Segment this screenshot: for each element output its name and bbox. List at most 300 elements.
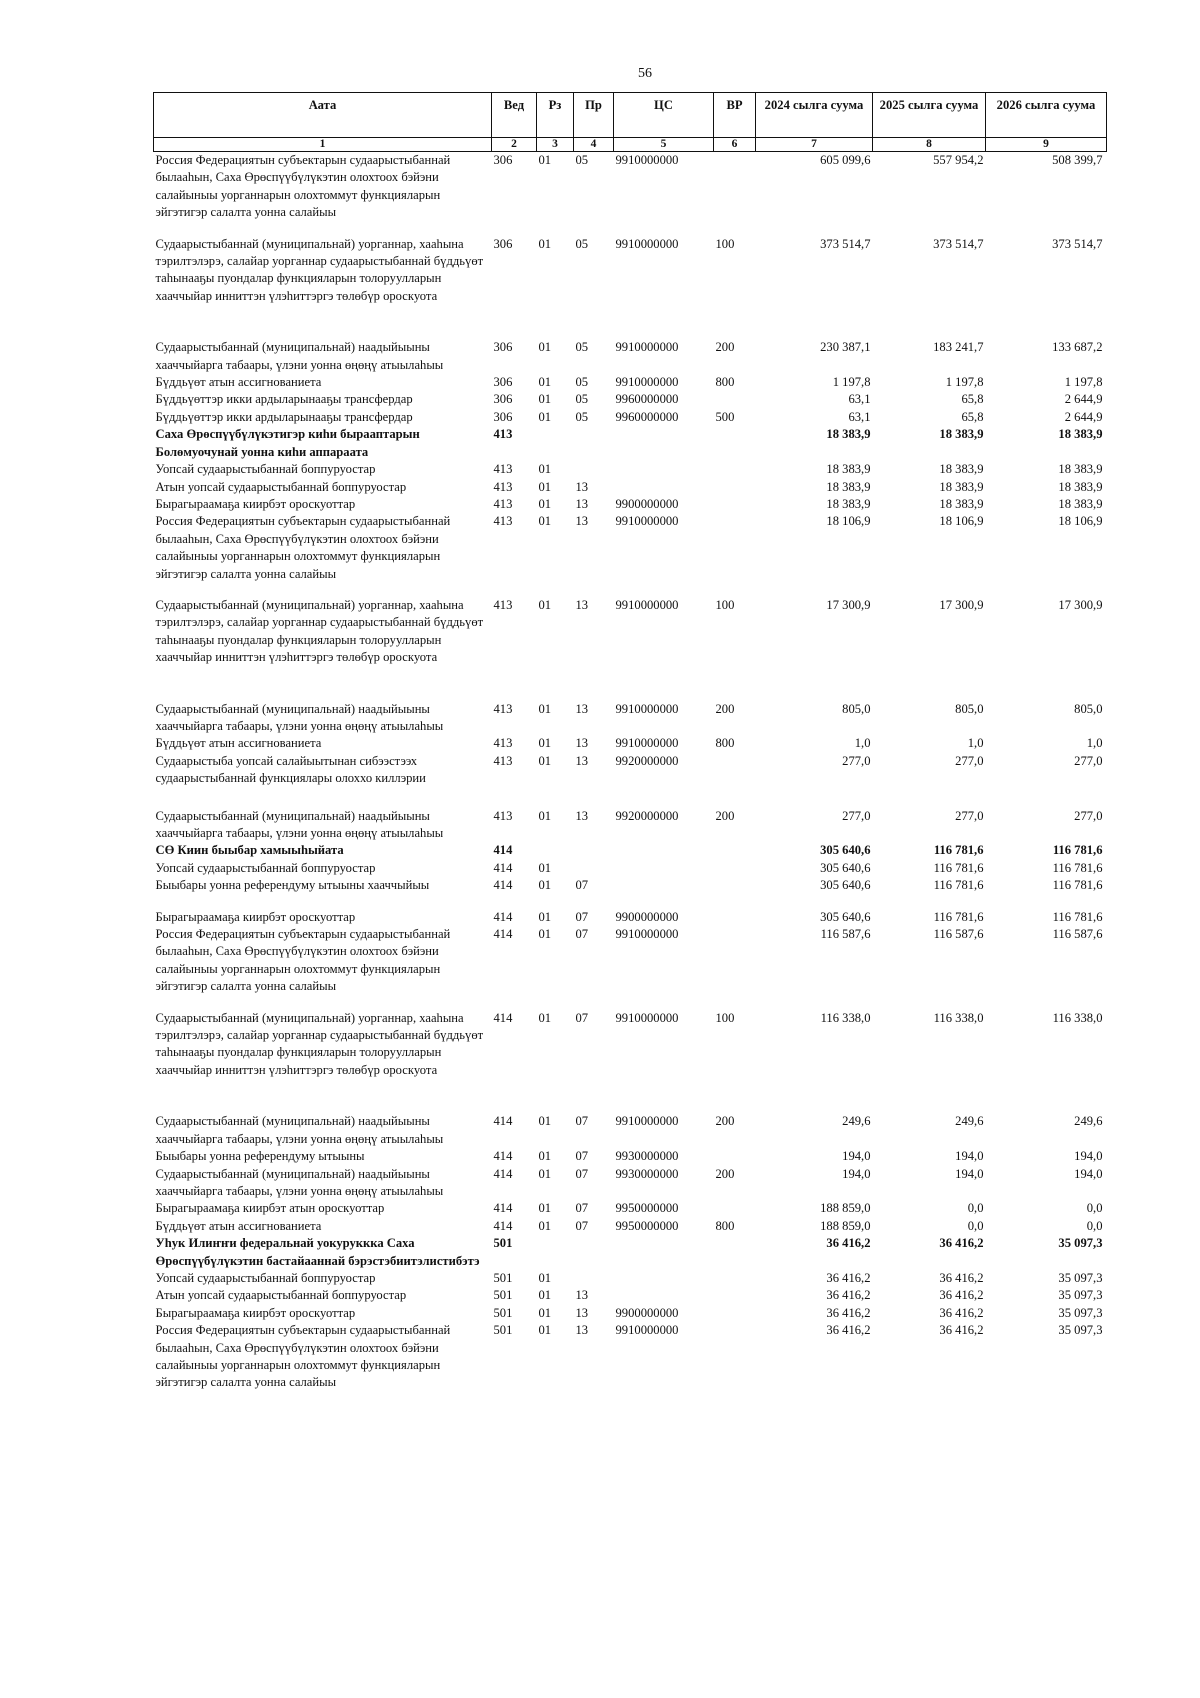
row-ved-cell: 306	[493, 392, 513, 407]
row-amount-2024: 230 387,1	[820, 340, 871, 355]
row-amount-2024: 305 640,6	[820, 843, 871, 858]
row-name-cell: Судаарыстыбаннай (муниципальнай) наадыйыыны хааччыйарга табаары, үлэни уонна өңөңү атыылаһыы	[155, 808, 444, 840]
row-rz-cell: 01	[538, 736, 552, 751]
table-row	[154, 1305, 1107, 1322]
table-row	[154, 152, 1107, 236]
row-amount-2024: 277,0	[842, 808, 871, 823]
row-name-cell: Уопсай судаарыстыбаннай боппуруостар	[155, 462, 376, 477]
row-rz-cell: 01	[538, 1218, 552, 1233]
row-cs-cell	[614, 426, 714, 461]
row-cs-cell: 9910000000	[615, 375, 679, 390]
row-amount-2024: 17 300,9	[826, 597, 871, 612]
col-number: 2	[492, 138, 537, 152]
row-pr-cell	[574, 842, 614, 859]
col-number: 7	[756, 138, 873, 152]
table-row	[154, 479, 1107, 496]
row-vr-cell	[714, 152, 756, 236]
row-pr-cell: 07	[575, 1218, 589, 1233]
row-name-cell: Бырагыраамаҕа киирбэт ороскуоттар	[155, 909, 356, 924]
row-amount-2026: 133 687,2	[1052, 340, 1103, 355]
row-amount-2024: 194,0	[842, 1166, 871, 1181]
row-cs-cell: 9960000000	[615, 409, 679, 424]
row-amount-2024: 36 416,2	[826, 1236, 871, 1251]
table-row	[154, 409, 1107, 426]
col-header-pr: Пр	[574, 93, 614, 138]
table-row	[154, 1113, 1107, 1148]
row-ved-cell: 413	[493, 701, 513, 716]
row-vr-cell: 200	[715, 340, 735, 355]
row-cs-cell: 9950000000	[615, 1201, 679, 1216]
row-pr-cell: 13	[575, 736, 589, 751]
row-name-cell: Атын уопсай судаарыстыбаннай боппуруостар	[155, 479, 407, 494]
table-row	[154, 374, 1107, 391]
row-ved-cell: 414	[493, 843, 513, 858]
row-rz-cell: 01	[538, 1010, 552, 1025]
row-ved-cell: 501	[493, 1270, 513, 1285]
table-row	[154, 926, 1107, 1010]
row-name-cell: Бүддьүөт атын ассигнованиета	[155, 1218, 322, 1233]
row-pr-cell: 05	[575, 392, 589, 407]
row-name-cell: Бүддьүөт атын ассигнованиета	[155, 736, 322, 751]
col-header-vr: ВР	[714, 93, 756, 138]
row-vr-cell	[714, 513, 756, 597]
row-pr-cell: 05	[575, 340, 589, 355]
row-amount-2024: 63,1	[848, 392, 871, 407]
row-amount-2024: 36 416,2	[826, 1270, 871, 1285]
row-amount-2026: 35 097,3	[1058, 1288, 1103, 1303]
row-cs-cell	[614, 877, 714, 908]
row-ved-cell: 413	[493, 736, 513, 751]
col-header-ved: Вед	[492, 93, 537, 138]
row-name-cell: Бүддьүөт атын ассигнованиета	[155, 375, 322, 390]
table-row	[154, 842, 1107, 859]
row-amount-2026: 2 644,9	[1064, 392, 1103, 407]
row-rz-cell: 01	[538, 753, 552, 768]
table-body	[154, 152, 1107, 1392]
row-amount-2024: 1 197,8	[832, 375, 871, 390]
row-amount-2025: 65,8	[961, 409, 984, 424]
row-rz-cell: 01	[538, 375, 552, 390]
row-ved-cell: 414	[493, 1201, 513, 1216]
row-cs-cell	[614, 1287, 714, 1304]
row-rz-cell: 01	[538, 597, 552, 612]
row-cs-cell: 9910000000	[615, 1323, 679, 1338]
row-pr-cell: 07	[575, 927, 589, 942]
row-amount-2025: 116 781,6	[933, 878, 984, 893]
row-amount-2025: 0,0	[967, 1218, 984, 1233]
row-amount-2025: 18 383,9	[939, 462, 984, 477]
row-amount-2024: 277,0	[842, 753, 871, 768]
row-ved-cell: 413	[493, 479, 513, 494]
budget-table	[153, 92, 1107, 1392]
row-rz-cell: 01	[538, 496, 552, 511]
row-ved-cell: 414	[493, 927, 513, 942]
row-vr-cell: 800	[715, 736, 735, 751]
row-amount-2025: 1,0	[967, 736, 984, 751]
row-rz-cell: 01	[538, 392, 552, 407]
row-ved-cell: 414	[493, 909, 513, 924]
row-amount-2026: 116 781,6	[1052, 878, 1103, 893]
row-amount-2026: 249,6	[1074, 1114, 1103, 1129]
table-row	[154, 735, 1107, 752]
row-vr-cell: 200	[715, 701, 735, 716]
row-cs-cell: 9950000000	[615, 1218, 679, 1233]
row-cs-cell: 9910000000	[615, 701, 679, 716]
row-cs-cell	[614, 842, 714, 859]
row-amount-2024: 18 106,9	[826, 514, 871, 529]
row-ved-cell: 413	[493, 753, 513, 768]
row-rz-cell: 01	[538, 1201, 552, 1216]
row-amount-2024: 18 383,9	[826, 479, 871, 494]
row-amount-2026: 18 106,9	[1058, 514, 1103, 529]
row-amount-2024: 305 640,6	[820, 860, 871, 875]
row-amount-2025: 36 416,2	[939, 1288, 984, 1303]
row-amount-2026: 35 097,3	[1058, 1305, 1103, 1320]
row-vr-cell: 100	[715, 597, 735, 612]
row-amount-2024: 36 416,2	[826, 1288, 871, 1303]
row-ved-cell: 414	[493, 1149, 513, 1164]
row-cs-cell	[614, 461, 714, 478]
row-amount-2026: 18 383,9	[1058, 427, 1103, 442]
row-name-cell: Судаарыстыбаннай (муниципальнай) наадыйыыны хааччыйарга табаары, үлэни уонна өңөңү атыылаһыы	[155, 1166, 444, 1198]
row-amount-2025: 36 416,2	[939, 1270, 984, 1285]
row-pr-cell: 13	[575, 808, 589, 823]
row-name-cell: Бүддьүөттэр икки ардыларынааҕы трансфердар	[155, 409, 413, 424]
row-rz-cell: 01	[538, 409, 552, 424]
row-ved-cell: 414	[493, 1010, 513, 1025]
row-amount-2026: 0,0	[1086, 1201, 1103, 1216]
col-header-name: Аата	[154, 93, 492, 138]
row-cs-cell: 9900000000	[615, 496, 679, 511]
row-rz-cell: 01	[538, 479, 552, 494]
row-name-cell: Атын уопсай судаарыстыбаннай боппуруостар	[155, 1288, 407, 1303]
row-amount-2026: 805,0	[1074, 701, 1103, 716]
table-row	[154, 1235, 1107, 1270]
col-number: 9	[986, 138, 1107, 152]
row-rz-cell: 01	[538, 1288, 552, 1303]
row-cs-cell: 9910000000	[615, 514, 679, 529]
row-vr-cell	[714, 391, 756, 408]
row-amount-2024: 305 640,6	[820, 909, 871, 924]
row-amount-2024: 36 416,2	[826, 1323, 871, 1338]
row-pr-cell: 07	[575, 909, 589, 924]
row-pr-cell: 05	[575, 236, 589, 251]
row-amount-2024: 188 859,0	[820, 1201, 871, 1216]
row-amount-2026: 0,0	[1086, 1218, 1103, 1233]
table-row	[154, 597, 1107, 701]
row-name-cell: Россия Федерациятын субъектарын судаарыстыбаннай былааһын, Саха Өрөспүүбүлүкэтин олохтоох бэйэни салайыныы уорганнарын олохтоммут функцияларын эйгэтигэр салалта уонна салайыы	[155, 514, 451, 581]
row-cs-cell: 9910000000	[615, 927, 679, 942]
row-cs-cell: 9930000000	[615, 1166, 679, 1181]
row-amount-2024: 373 514,7	[820, 236, 871, 251]
row-amount-2024: 18 383,9	[826, 427, 871, 442]
row-ved-cell: 413	[493, 496, 513, 511]
row-amount-2026: 1,0	[1086, 736, 1103, 751]
row-name-cell: Судаарыстыбаннай (муниципальнай) уорганнар, хааһына тэрилтэлэрэ, салайар уорганнар судаарыстыбаннай бүддьүөт таһынааҕы пуондалар функцияларын толоруулларын хааччыйар инниттэн үлэһиттэргэ төлөбүр ороскуота	[155, 1010, 484, 1077]
row-cs-cell: 9910000000	[615, 236, 679, 251]
row-pr-cell: 13	[575, 479, 589, 494]
row-name-cell: Саха Өрөспүүбүлүкэтигэр киһи бырааптарын Болөмуочунай уонна киһи аппараата	[155, 427, 420, 459]
row-pr-cell: 13	[575, 1305, 589, 1320]
row-pr-cell: 13	[575, 701, 589, 716]
row-vr-cell: 200	[715, 1114, 735, 1129]
row-vr-cell	[714, 1287, 756, 1304]
table-row	[154, 877, 1107, 908]
row-amount-2025: 277,0	[955, 753, 984, 768]
page-number: 56	[638, 66, 652, 81]
row-amount-2025: 0,0	[967, 1201, 984, 1216]
row-cs-cell	[614, 479, 714, 496]
row-vr-cell	[714, 842, 756, 859]
col-header-rz: Рз	[537, 93, 574, 138]
row-amount-2025: 116 338,0	[933, 1010, 984, 1025]
row-name-cell: Уһук Илиҥҥи федеральнай уокуруккка Саха Өрөспүүбүлүкэтин бастайааннай бэрэстэбиитэлистибэтэ	[155, 1236, 480, 1268]
row-cs-cell: 9910000000	[615, 1114, 679, 1129]
row-cs-cell: 9900000000	[615, 909, 679, 924]
row-ved-cell: 413	[493, 597, 513, 612]
row-amount-2026: 194,0	[1074, 1149, 1103, 1164]
row-ved-cell: 414	[493, 1166, 513, 1181]
row-cs-cell: 9920000000	[615, 808, 679, 823]
row-pr-cell: 13	[575, 496, 589, 511]
row-pr-cell: 07	[575, 1166, 589, 1181]
table-row	[154, 1322, 1107, 1392]
row-name-cell: Бүддьүөттэр икки ардыларынааҕы трансфердар	[155, 392, 413, 407]
row-cs-cell: 9930000000	[615, 1149, 679, 1164]
row-vr-cell	[714, 1200, 756, 1217]
row-amount-2025: 36 416,2	[939, 1236, 984, 1251]
row-ved-cell: 414	[493, 860, 513, 875]
row-ved-cell: 306	[493, 409, 513, 424]
table-row	[154, 1218, 1107, 1235]
row-amount-2024: 805,0	[842, 701, 871, 716]
row-vr-cell	[714, 860, 756, 877]
row-rz-cell: 01	[538, 1323, 552, 1338]
row-vr-cell	[714, 909, 756, 926]
table-row	[154, 513, 1107, 597]
row-ved-cell: 501	[493, 1236, 513, 1251]
row-amount-2024: 18 383,9	[826, 496, 871, 511]
row-pr-cell: 07	[575, 1010, 589, 1025]
row-vr-cell	[714, 1270, 756, 1287]
row-vr-cell	[714, 1322, 756, 1392]
row-ved-cell: 414	[493, 1218, 513, 1233]
row-vr-cell: 100	[715, 1010, 735, 1025]
row-cs-cell	[614, 860, 714, 877]
row-ved-cell: 413	[493, 808, 513, 823]
row-pr-cell: 05	[575, 375, 589, 390]
col-header-2026: 2026 сылга суума	[986, 93, 1107, 138]
row-amount-2025: 183 241,7	[933, 340, 984, 355]
row-rz-cell: 01	[538, 860, 552, 875]
row-name-cell: Судаарыстыба уопсай салайыытынан сибээстээх судаарыстыбаннай функциялары олоххо киллэрии	[155, 753, 426, 786]
row-rz-cell	[537, 842, 574, 859]
row-name-cell: Судаарыстыбаннай (муниципальнай) наадыйыыны хааччыйарга табаары, үлэни уонна өңөңү атыылаһыы	[155, 340, 444, 372]
row-vr-cell: 500	[715, 409, 735, 424]
table-row	[154, 860, 1107, 877]
row-amount-2026: 2 644,9	[1064, 409, 1103, 424]
row-ved-cell: 413	[493, 427, 513, 442]
row-amount-2024: 63,1	[848, 409, 871, 424]
row-amount-2025: 194,0	[955, 1166, 984, 1181]
col-number: 3	[537, 138, 574, 152]
table-row	[154, 701, 1107, 736]
row-ved-cell: 501	[493, 1288, 513, 1303]
table-row	[154, 1287, 1107, 1304]
row-name-cell: Судаарыстыбаннай (муниципальнай) наадыйыыны хааччыйарга табаары, үлэни уонна өңөңү атыылаһыы	[155, 1114, 444, 1146]
row-vr-cell	[714, 479, 756, 496]
row-rz-cell: 01	[538, 153, 552, 167]
row-rz-cell: 01	[538, 927, 552, 942]
row-rz-cell: 01	[538, 514, 552, 529]
row-amount-2026: 18 383,9	[1058, 462, 1103, 477]
row-amount-2026: 18 383,9	[1058, 496, 1103, 511]
row-amount-2024: 116 587,6	[820, 927, 871, 942]
row-name-cell: Судаарыстыбаннай (муниципальнай) уорганнар, хааһына тэрилтэлэрэ, салайар уорганнар судаарыстыбаннай бүддьүөт таһынааҕы пуондалар функцияларын толоруулларын хааччыйар инниттэн үлэһиттэргэ төлөбүр ороскуота	[155, 597, 484, 665]
row-amount-2024: 305 640,6	[820, 878, 871, 893]
row-cs-cell	[614, 1235, 714, 1270]
row-amount-2025: 557 954,2	[933, 153, 984, 167]
row-ved-cell: 413	[493, 514, 513, 529]
row-amount-2025: 65,8	[961, 392, 984, 407]
row-vr-cell: 100	[715, 236, 735, 251]
row-amount-2026: 277,0	[1074, 753, 1103, 768]
row-cs-cell: 9910000000	[615, 153, 679, 167]
row-amount-2025: 18 106,9	[939, 514, 984, 529]
row-amount-2026: 116 781,6	[1052, 909, 1103, 924]
row-rz-cell: 01	[538, 1305, 552, 1320]
col-header-cs: ЦС	[614, 93, 714, 138]
row-rz-cell: 01	[538, 1149, 552, 1164]
row-name-cell: Россия Федерациятын субъектарын судаарыстыбаннай былааһын, Саха Өрөспүүбүлүкэтин олохтоох бэйэни салайыныы уорганнарын олохтоммут функцияларын эйгэтигэр салалта уонна салайыы	[155, 927, 451, 994]
row-pr-cell	[574, 461, 614, 478]
table-row	[154, 1270, 1107, 1287]
table-row	[154, 461, 1107, 478]
row-name-cell: Быыбары уонна референдуму ытыыны хааччыйыы	[155, 878, 430, 893]
row-amount-2026: 35 097,3	[1058, 1323, 1103, 1338]
row-amount-2025: 249,6	[955, 1114, 984, 1129]
row-rz-cell: 01	[538, 236, 552, 251]
table-row	[154, 496, 1107, 513]
row-amount-2025: 116 587,6	[933, 927, 984, 942]
table-row	[154, 909, 1107, 926]
table-row	[154, 808, 1107, 843]
row-amount-2025: 277,0	[955, 808, 984, 823]
row-amount-2025: 36 416,2	[939, 1323, 984, 1338]
row-rz-cell: 01	[538, 909, 552, 924]
row-cs-cell: 9960000000	[615, 392, 679, 407]
row-rz-cell	[537, 426, 574, 461]
row-rz-cell: 01	[538, 1166, 552, 1181]
col-number: 4	[574, 138, 614, 152]
row-amount-2025: 17 300,9	[939, 597, 984, 612]
row-vr-cell	[714, 1148, 756, 1165]
row-vr-cell: 800	[715, 1218, 735, 1233]
row-amount-2024: 116 338,0	[820, 1010, 871, 1025]
row-pr-cell: 13	[575, 514, 589, 529]
row-vr-cell: 200	[715, 1166, 735, 1181]
row-vr-cell	[714, 1305, 756, 1322]
row-amount-2025: 1 197,8	[945, 375, 984, 390]
table-row	[154, 426, 1107, 461]
row-pr-cell: 07	[575, 1201, 589, 1216]
row-rz-cell: 01	[538, 340, 552, 355]
row-amount-2026: 1 197,8	[1064, 375, 1103, 390]
row-amount-2026: 35 097,3	[1058, 1236, 1103, 1251]
row-amount-2026: 116 587,6	[1052, 927, 1103, 942]
row-vr-cell: 200	[715, 808, 735, 823]
row-amount-2025: 116 781,6	[933, 860, 984, 875]
row-amount-2025: 194,0	[955, 1149, 984, 1164]
row-amount-2026: 194,0	[1074, 1166, 1103, 1181]
row-name-cell: Быыбары уонна референдуму ытыыны	[155, 1149, 365, 1164]
row-vr-cell	[714, 1235, 756, 1270]
row-ved-cell: 306	[493, 153, 513, 167]
row-amount-2024: 249,6	[842, 1114, 871, 1129]
row-amount-2026: 116 781,6	[1052, 860, 1103, 875]
row-name-cell: Судаарыстыбаннай (муниципальнай) уорганнар, хааһына тэрилтэлэрэ, салайар уорганнар судаарыстыбаннай бүддьүөт таһынааҕы пуондалар функцияларын толоруулларын хааччыйар инниттэн үлэһиттэргэ төлөбүр ороскуота	[155, 236, 484, 303]
row-vr-cell	[714, 496, 756, 513]
row-amount-2025: 36 416,2	[939, 1305, 984, 1320]
row-pr-cell: 13	[575, 753, 589, 768]
row-name-cell: Россия Федерациятын субъектарын судаарыстыбаннай былааһын, Саха Өрөспүүбүлүкэтин олохтоох бэйэни салайыныы уорганнарын олохтоммут функцияларын эйгэтигэр салалта уонна салайыы	[155, 153, 451, 220]
row-name-cell: Бырагыраамаҕа киирбэт ороскуоттар	[155, 496, 356, 511]
row-amount-2026: 35 097,3	[1058, 1270, 1103, 1285]
row-amount-2024: 605 099,6	[820, 153, 871, 167]
row-ved-cell: 414	[493, 878, 513, 893]
col-number: 8	[873, 138, 986, 152]
row-amount-2025: 18 383,9	[939, 479, 984, 494]
row-amount-2025: 805,0	[955, 701, 984, 716]
row-cs-cell: 9910000000	[615, 1010, 679, 1025]
row-cs-cell: 9910000000	[615, 340, 679, 355]
row-pr-cell: 05	[575, 409, 589, 424]
row-cs-cell: 9900000000	[615, 1305, 679, 1320]
row-pr-cell	[574, 1235, 614, 1270]
row-pr-cell: 05	[575, 153, 589, 167]
col-header-2025: 2025 сылга суума	[873, 93, 986, 138]
row-amount-2026: 373 514,7	[1052, 236, 1103, 251]
col-header-2024: 2024 сылга суума	[756, 93, 873, 138]
row-ved-cell: 306	[493, 375, 513, 390]
row-vr-cell: 800	[715, 375, 735, 390]
row-rz-cell: 01	[538, 808, 552, 823]
row-pr-cell: 13	[575, 1288, 589, 1303]
row-pr-cell: 07	[575, 1114, 589, 1129]
row-rz-cell: 01	[538, 462, 552, 477]
row-amount-2024: 18 383,9	[826, 462, 871, 477]
row-pr-cell	[574, 426, 614, 461]
row-amount-2026: 116 338,0	[1052, 1010, 1103, 1025]
row-rz-cell: 01	[538, 701, 552, 716]
table-row	[154, 1010, 1107, 1114]
row-cs-cell: 9910000000	[615, 597, 679, 612]
row-pr-cell: 13	[575, 1323, 589, 1338]
row-vr-cell	[714, 877, 756, 908]
row-pr-cell: 07	[575, 878, 589, 893]
row-pr-cell	[574, 1270, 614, 1287]
row-name-cell: Судаарыстыбаннай (муниципальнай) наадыйыыны хааччыйарга табаары, үлэни уонна өңөңү атыылаһыы	[155, 701, 444, 733]
row-name-cell: СӨ Киин быыбар хамыыһыйата	[155, 843, 344, 858]
table-row	[154, 1200, 1107, 1217]
row-vr-cell	[714, 461, 756, 478]
row-amount-2025: 373 514,7	[933, 236, 984, 251]
row-amount-2026: 18 383,9	[1058, 479, 1103, 494]
row-vr-cell	[714, 926, 756, 1010]
row-ved-cell: 413	[493, 462, 513, 477]
table-row	[154, 1148, 1107, 1165]
row-amount-2026: 508 399,7	[1052, 153, 1103, 167]
